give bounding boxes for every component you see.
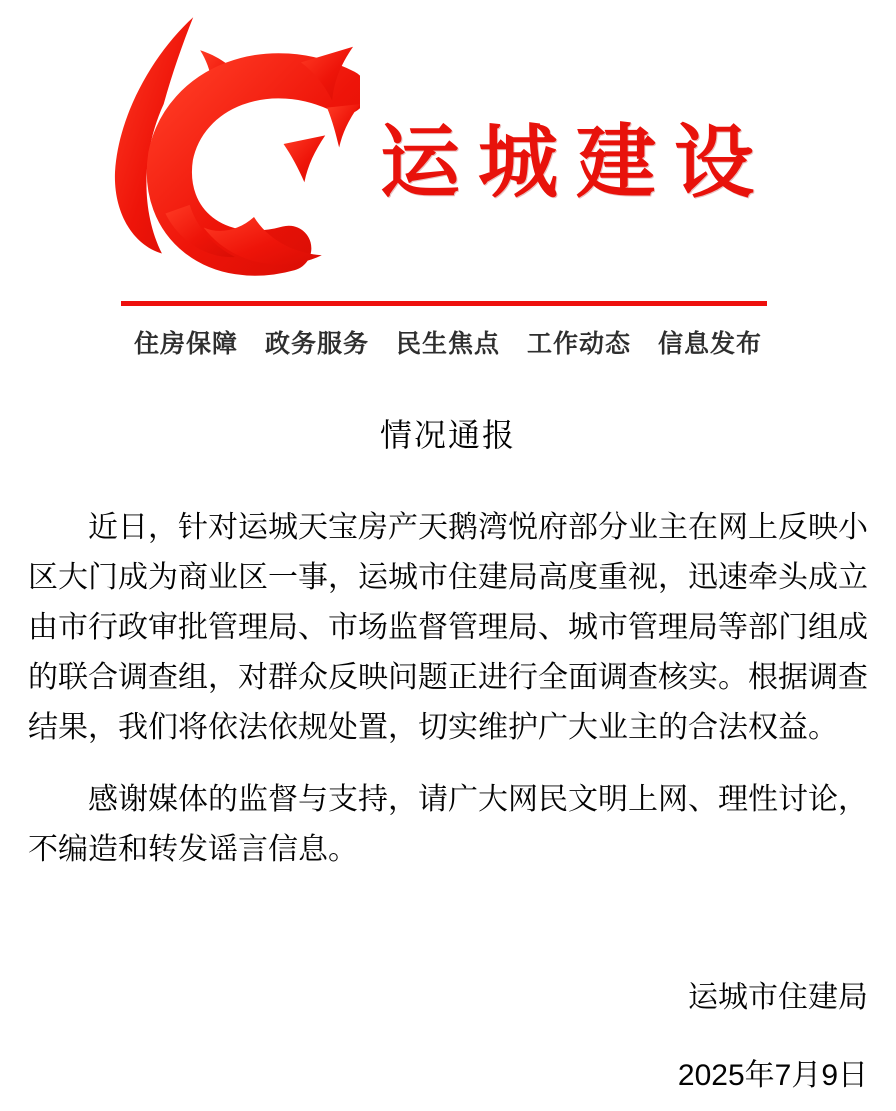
nav-item-government-services[interactable]: 政务服务 [264, 330, 369, 358]
nav-menu [0, 324, 896, 360]
notice-paragraph-2: 感谢媒体的监督与支持，请广大网民文明上网、理性讨论，不编造和转发谣言信息。 [28, 783, 868, 866]
notice-date: 2025年7月9日 [677, 1059, 868, 1092]
header-divider [121, 301, 767, 306]
nav-item-work-updates[interactable]: 工作动态 [527, 330, 632, 358]
phoenix-ribbon-logo-icon [82, 8, 360, 294]
brand-title-calligraphy: 运城建设 [380, 115, 772, 209]
notice-content [28, 415, 868, 1101]
nav-item-livelihood-focus[interactable]: 民生焦点 [395, 330, 500, 358]
notice-paragraph-1: 近日，针对运城天宝房产天鹅湾悦府部分业主在网上反映小区大门成为商业区一事，运城市住建局高度重视，迅速牵头成立由市行政审批管理局、市场监督管理局、城市管理局等部门组成的联合调查组，对群众反映问题正进行全面调查核实。根据调查结果，我们将依法依规处置，切实维护广大业主的合法权益。 [28, 511, 868, 744]
nav-item-housing-security[interactable]: 住房保障 [133, 330, 238, 358]
notice-title: 情况通报 [379, 417, 516, 453]
nav-item-information-release[interactable]: 信息发布 [658, 330, 763, 358]
issuer-signature: 运城市住建局 [688, 981, 868, 1014]
